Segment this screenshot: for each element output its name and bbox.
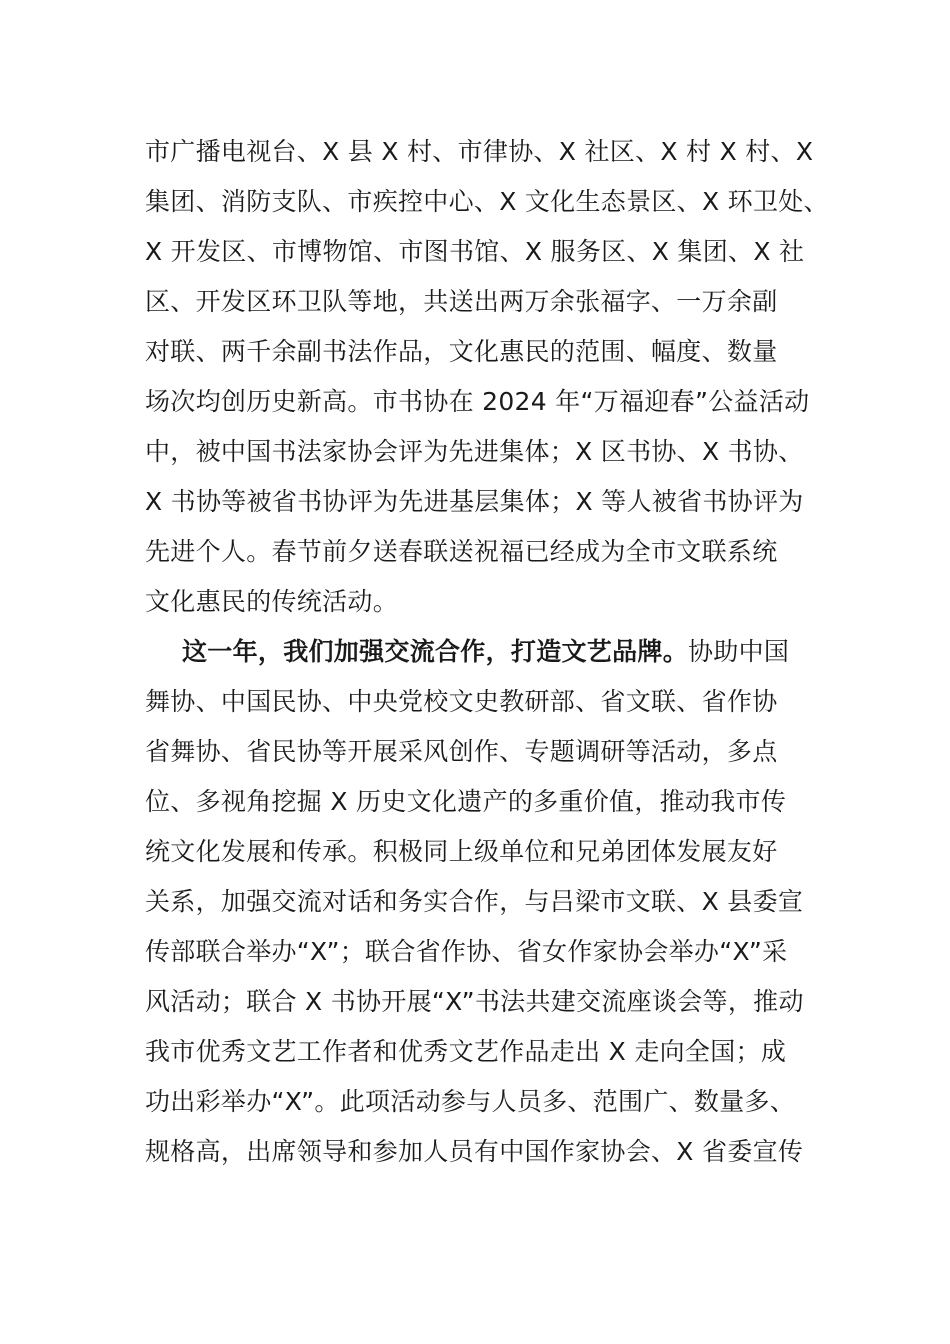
text-line: 先进个人。春节前夕送春联送祝福已经成为全市文联系统 (145, 537, 778, 566)
paragraph-2 (145, 627, 825, 1177)
text-line: X 书协等被省书协评为先进基层集体；X 等人被省书协评为 (145, 487, 804, 516)
text-line: 集团、消防支队、市疾控中心、X 文化生态景区、X 环卫处、 (145, 187, 829, 216)
text-line: 中，被中国书法家协会评为先进集体；X 区书协、X 书协、 (145, 437, 804, 466)
text-line: 场次均创历史新高。市书协在 2024 年“万福迎春”公益活动 (145, 387, 810, 416)
text-line: 统文化发展和传承。积极同上级单位和兄弟团体发展友好 (145, 837, 778, 866)
text-line: 舞协、中国民协、中央党校文史教研部、省文联、省作协 (145, 687, 778, 716)
text-line: 风活动；联合 X 书协开展“X”书法共建交流座谈会等，推动 (145, 987, 804, 1016)
text-line: 位、多视角挖掘 X 历史文化遗产的多重价值，推动我市传 (145, 787, 787, 816)
paragraph-2-first-line (145, 627, 825, 677)
text-line: 对联、两千余副书法作品，文化惠民的范围、幅度、数量 (145, 337, 778, 366)
text-line: 区、开发区环卫队等地，共送出两万余张福字、一万余副 (145, 287, 778, 316)
text-line: 市广播电视台、X 县 X 村、市律协、X 社区、X 村 X 村、X (145, 137, 814, 166)
paragraph-heading: 这一年，我们加强交流合作，打造文艺品牌。 (182, 637, 689, 666)
document-body (145, 127, 829, 1177)
text-line: 我市优秀文艺工作者和优秀文艺作品走出 X 走向全国；成 (145, 1037, 787, 1066)
paragraph-1 (145, 127, 829, 627)
paragraph-2-first-line-rest: 协助中国 (688, 637, 790, 666)
text-line: 功出彩举办“X”。此项活动参与人员多、范围广、数量多、 (145, 1087, 796, 1116)
text-line: 省舞协、省民协等开展采风创作、专题调研等活动，多点 (145, 737, 778, 766)
text-line: X 开发区、市博物馆、市图书馆、X 服务区、X 集团、X 社 (145, 237, 805, 266)
text-line: 规格高，出席领导和参加人员有中国作家协会、X 省委宣传 (145, 1137, 804, 1166)
text-line: 文化惠民的传统活动。 (145, 587, 399, 616)
text-line: 传部联合举办“X”；联合省作协、省女作家协会举办“X”采 (145, 937, 788, 966)
text-line: 关系，加强交流对话和务实合作，与吕梁市文联、X 县委宣 (145, 887, 804, 916)
